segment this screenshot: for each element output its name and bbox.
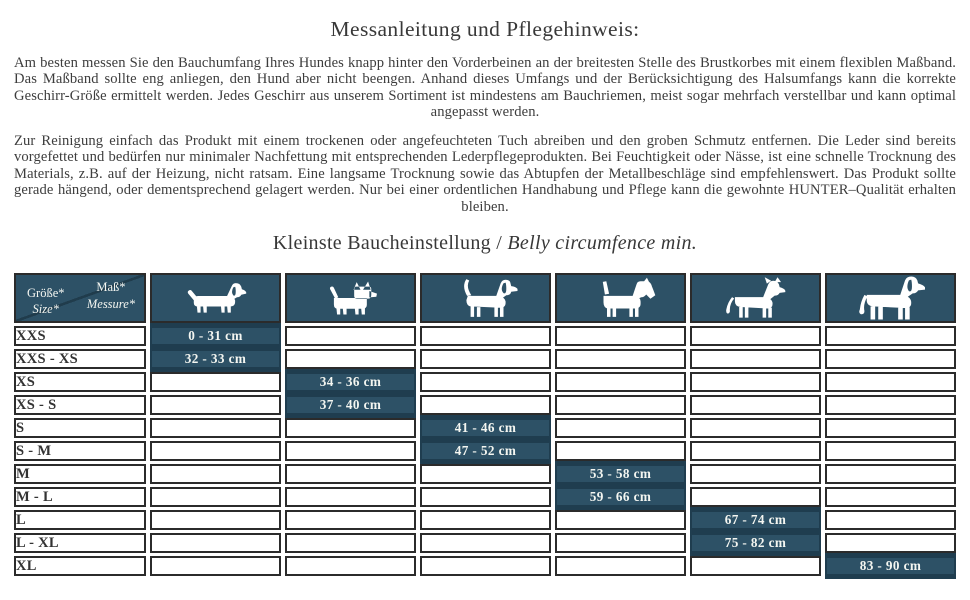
table-row [14,326,956,346]
range-cell: 32 - 33 cm [150,349,281,369]
measure-header-label: Maß* Messure* [86,280,135,311]
empty-cell [690,418,821,438]
dog-column-hound [420,273,551,323]
size-label: S [14,418,146,438]
empty-cell [420,487,551,507]
empty-cell [825,441,956,461]
table-row [14,556,956,576]
size-label: XS [14,372,146,392]
schnauzer-icon [586,277,656,319]
empty-cell [555,418,686,438]
empty-cell [825,533,956,553]
empty-cell [690,464,821,484]
empty-cell [690,395,821,415]
great-dane-icon [852,275,929,321]
range-cell: 75 - 82 cm [690,533,821,553]
empty-cell [285,510,416,530]
empty-cell [420,395,551,415]
empty-cell [150,533,281,553]
range-cell: 83 - 90 cm [825,556,956,576]
measuring-instructions-paragraph: Am besten messen Sie den Bauchumfang Ihres Hundes knapp hinter den Vorderbeinen an der breitesten Stelle des Brustkorbes mit einem flexiblen Maßband. Das Maßband sollte eng anliegen, den Hund aber nicht beengen. Anhand dieses Umfangs und der Berücksichtigung des Halsumfangs kann die korrekte Geschirr-Größe ermittelt werden. Jedes Geschirr aus unserem Sortiment ist mindestens am Bauchriemen, meist sogar mehrfach verstellbar und kann optimal angepasst werden. [14,55,956,121]
empty-cell [150,487,281,507]
subtitle-separator: / [490,232,508,255]
empty-cell [420,556,551,576]
dog-column-schnauzer [555,273,686,323]
table-row [14,395,956,415]
empty-cell [285,326,416,346]
table-row [14,533,956,553]
empty-cell [825,349,956,369]
empty-cell [555,441,686,461]
empty-cell [825,510,956,530]
empty-cell [825,418,956,438]
empty-cell [285,487,416,507]
empty-cell [150,418,281,438]
page-title: Messanleitung und Pflegehinweis: [330,17,640,41]
empty-cell [555,372,686,392]
empty-cell [690,556,821,576]
size-label: S - M [14,441,146,461]
table-row [14,349,956,369]
size-label: XXS [14,326,146,346]
size-table [10,270,960,579]
empty-cell [690,349,821,369]
husky-icon [720,277,791,320]
empty-cell [150,464,281,484]
corner-header-cell [14,273,146,323]
empty-cell [150,556,281,576]
empty-cell [420,326,551,346]
table-row [14,418,956,438]
range-cell: 59 - 66 cm [555,487,686,507]
range-cell: 67 - 74 cm [690,510,821,530]
empty-cell [555,326,686,346]
table-row [14,510,956,530]
empty-cell [150,395,281,415]
empty-cell [690,441,821,461]
empty-cell [285,418,416,438]
empty-cell [690,487,821,507]
range-cell: 41 - 46 cm [420,418,551,438]
size-label: L - XL [14,533,146,553]
subtitle-english: Belly circumfence min. [507,232,698,255]
size-label: XL [14,556,146,576]
empty-cell [690,372,821,392]
empty-cell [555,533,686,553]
terrier-icon [319,279,383,317]
range-cell: 53 - 58 cm [555,464,686,484]
size-label: L [14,510,146,530]
size-label: M [14,464,146,484]
empty-cell [150,441,281,461]
range-cell: 0 - 31 cm [150,326,281,346]
empty-cell [285,556,416,576]
range-cell: 34 - 36 cm [285,372,416,392]
empty-cell [555,395,686,415]
empty-cell [420,349,551,369]
care-instructions-paragraph: Zur Reinigung einfach das Produkt mit einem trockenen oder angefeuchteten Tuch abreiben und den groben Schmutz entfernen. Die Leder sind bereits vorgefettet und bedürfen nur minimaler Nachfettung mit entsprechenden Lederpflegeprodukten. Bei Feuchtigkeit oder Nässe, ist eine schnelle Trocknung des Materials, z.B. auf der Heizung, nicht ratsam. Eine langsame Trocknung sowie das Abtupfen der Metallbeschläge sind empfehlenswert. Das Produkt sollte gerade hängend, oder dementsprechend gelagert werden. Nur bei einer ordentlichen Handhabung und Pflege kann die gewohnte HUNTER–Qualität erhalten bleiben. [14,132,956,215]
empty-cell [555,349,686,369]
table-subtitle [14,232,956,255]
empty-cell [825,326,956,346]
empty-cell [150,510,281,530]
dog-column-dachshund [150,273,281,323]
range-cell: 47 - 52 cm [420,441,551,461]
size-table-body [14,326,956,576]
empty-cell [555,556,686,576]
empty-cell [420,464,551,484]
empty-cell [420,510,551,530]
size-label: XS - S [14,395,146,415]
range-cell: 37 - 40 cm [285,395,416,415]
empty-cell [420,533,551,553]
empty-cell [420,372,551,392]
size-label: XXS - XS [14,349,146,369]
empty-cell [690,326,821,346]
table-row [14,487,956,507]
dog-column-great-dane [825,273,956,323]
size-header-label: Größe* Size* [27,285,65,317]
table-row [14,464,956,484]
empty-cell [555,510,686,530]
empty-cell [285,349,416,369]
dog-column-terrier [285,273,416,323]
empty-cell [285,441,416,461]
size-label: M - L [14,487,146,507]
empty-cell [825,372,956,392]
dachshund-icon [185,280,247,317]
table-header-row [14,273,956,323]
hound-icon [451,277,521,319]
empty-cell [150,372,281,392]
table-row [14,372,956,392]
empty-cell [285,533,416,553]
empty-cell [825,395,956,415]
empty-cell [825,464,956,484]
subtitle-german: Kleinste Baucheinstellung [272,232,491,255]
table-row [14,441,956,461]
dog-column-husky [690,273,821,323]
empty-cell [825,487,956,507]
empty-cell [285,464,416,484]
